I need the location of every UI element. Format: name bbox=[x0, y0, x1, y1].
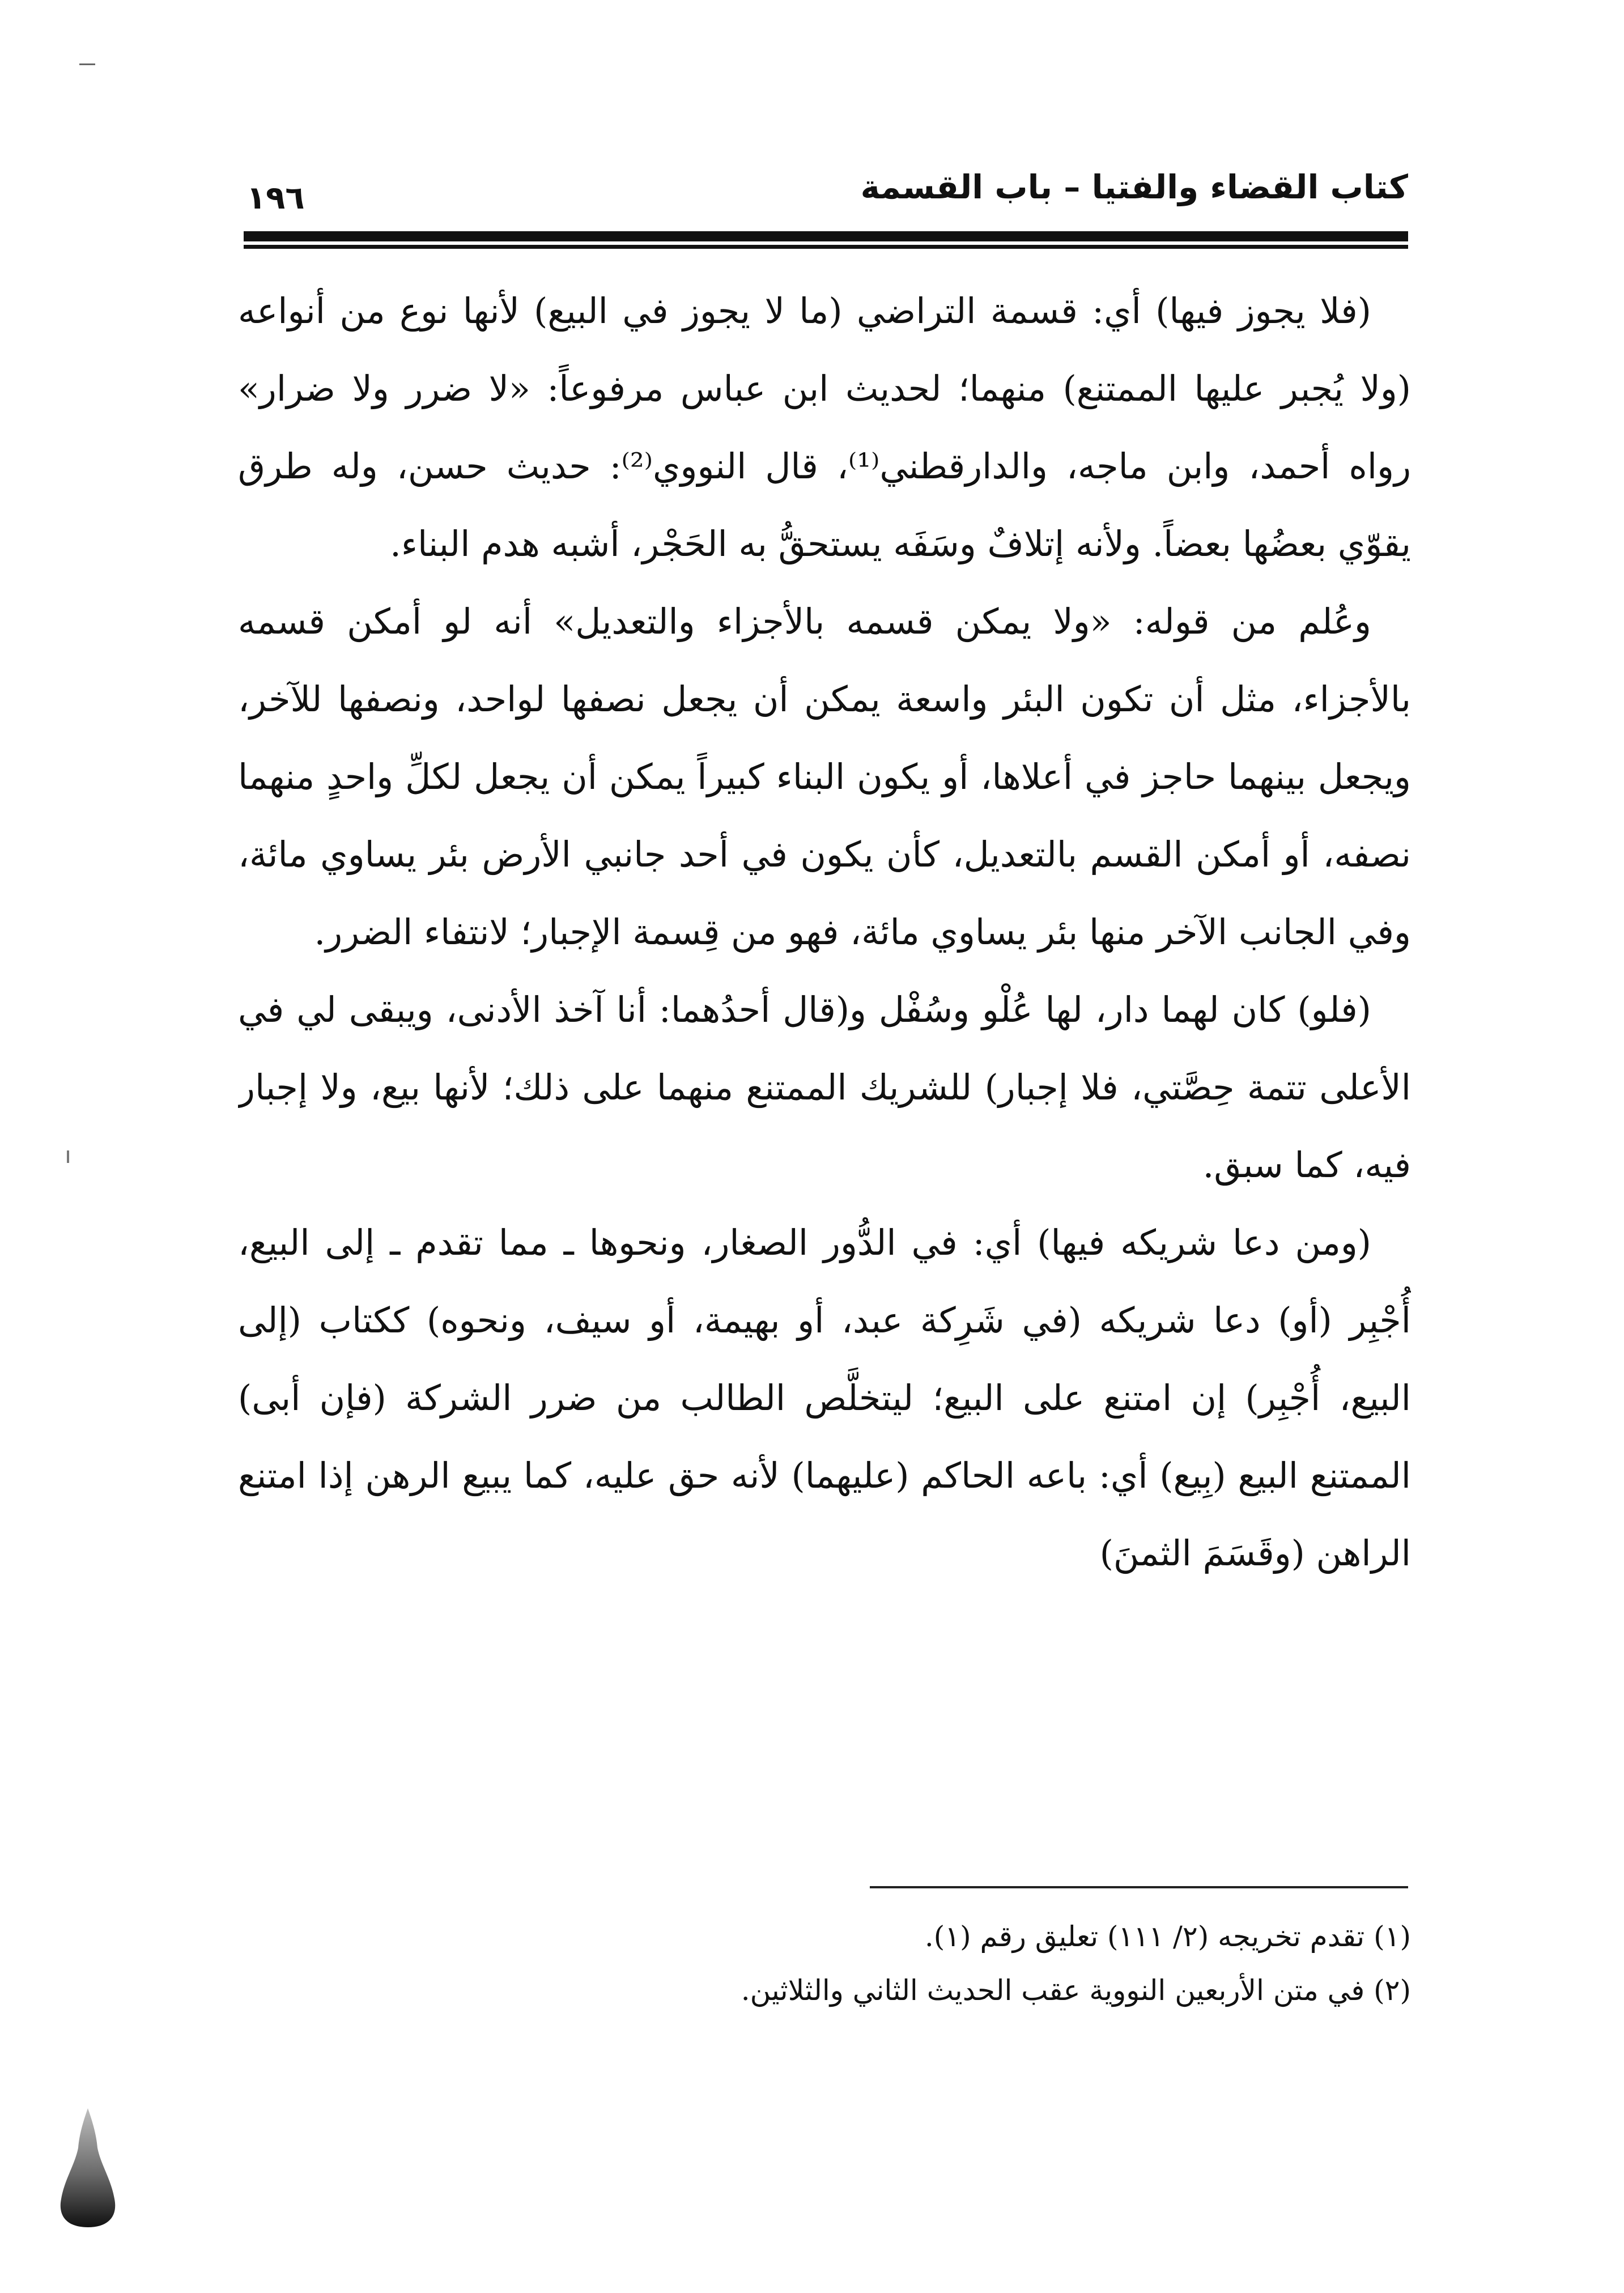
scan-mark-top bbox=[79, 63, 95, 65]
footnotes bbox=[397, 1910, 1411, 2018]
main-text bbox=[238, 272, 1411, 1859]
header-rule-thick bbox=[244, 231, 1408, 241]
paragraph: (ومن دعا شريكه فيها) أي: في الدُّور الصغار، ونحوها ـ مما تقدم ـ إلى البيع، أُجْبِر (أو) دعا شريكه (في شَرِكة عبد، أو بهيمة، أو سيف، ونحوه) ككتاب (إلى البيع، أُجْبِر) إن امتنع على البيع؛ ليتخلَّص الطالب من ضرر الشركة (فإن أبى) الممتنع البيع (بِيع) أي: باعه الحاكم (عليهما) لأنه حق عليه، كما يبيع الرهن إذا امتنع الراهن (وقَسَمَ الثمنَ) bbox=[238, 1222, 1411, 1574]
paragraph: وعُلم من قوله: «ولا يمكن قسمه بالأجزاء والتعديل» أنه لو أمكن قسمه بالأجزاء، مثل أن تكون البئر واسعة يمكن أن يجعل نصفها لواحد، ونصفها للآخر، ويجعل بينهما حاجز في أعلاها، أو يكون البناء كبيراً يمكن أن يجعل لكلِّ واحدٍ منهما نصفه، أو أمكن القسم بالتعديل، كأن يكون في أحد جانبي الأرض بئر يساوي مائة، وفي الجانب الآخر منها بئر يساوي مائة، فهو من قِسمة الإجبار؛ لانتفاء الضرر. bbox=[238, 601, 1411, 953]
header-rule-thin bbox=[244, 245, 1408, 249]
thumb-shadow-icon bbox=[57, 2108, 119, 2227]
footnote-1: (١) تقدم تخريجه (٢/ ١١١) تعليق رقم (١). bbox=[924, 1920, 1411, 1953]
scan-mark-side bbox=[67, 1150, 69, 1163]
page-number: ١٩٦ bbox=[246, 180, 305, 216]
paragraph: (فلو) كان لهما دار، لها عُلْو وسُفْل و(قال أحدُهما: أنا آخذ الأدنى، ويبقى لي في الأعلى تتمة حِصَّتي، فلا إجبار) للشريك الممتنع منهما على ذلك؛ لأنها بيع، ولا إجبار فيه، كما سبق. bbox=[238, 989, 1411, 1186]
paragraph: (فلا يجوز فيها) أي: قسمة التراضي (ما لا يجوز في البيع) لأنها نوع من أنواعه (ولا يُجبر عليها الممتنع) منهما؛ لحديث ابن عباس مرفوعاً: «لا ضرر ولا ضرار» رواه أحمد، وابن ماجه، والدارقطني⁽¹⁾، قال النووي⁽²⁾: حديث حسن، وله طرق يقوّي بعضُها بعضاً. ولأنه إتلافٌ وسَفَه يستحقُّ به الحَجْر، أشبه هدم البناء. bbox=[238, 290, 1411, 564]
running-title: كتاب القضاء والفتيا – باب القسمة bbox=[860, 168, 1408, 206]
page-header bbox=[244, 156, 1408, 224]
footnote-2: (٢) في متن الأربعين النووية عقب الحديث الثاني والثلاثين. bbox=[741, 1974, 1411, 2007]
footnote-separator bbox=[870, 1886, 1408, 1888]
